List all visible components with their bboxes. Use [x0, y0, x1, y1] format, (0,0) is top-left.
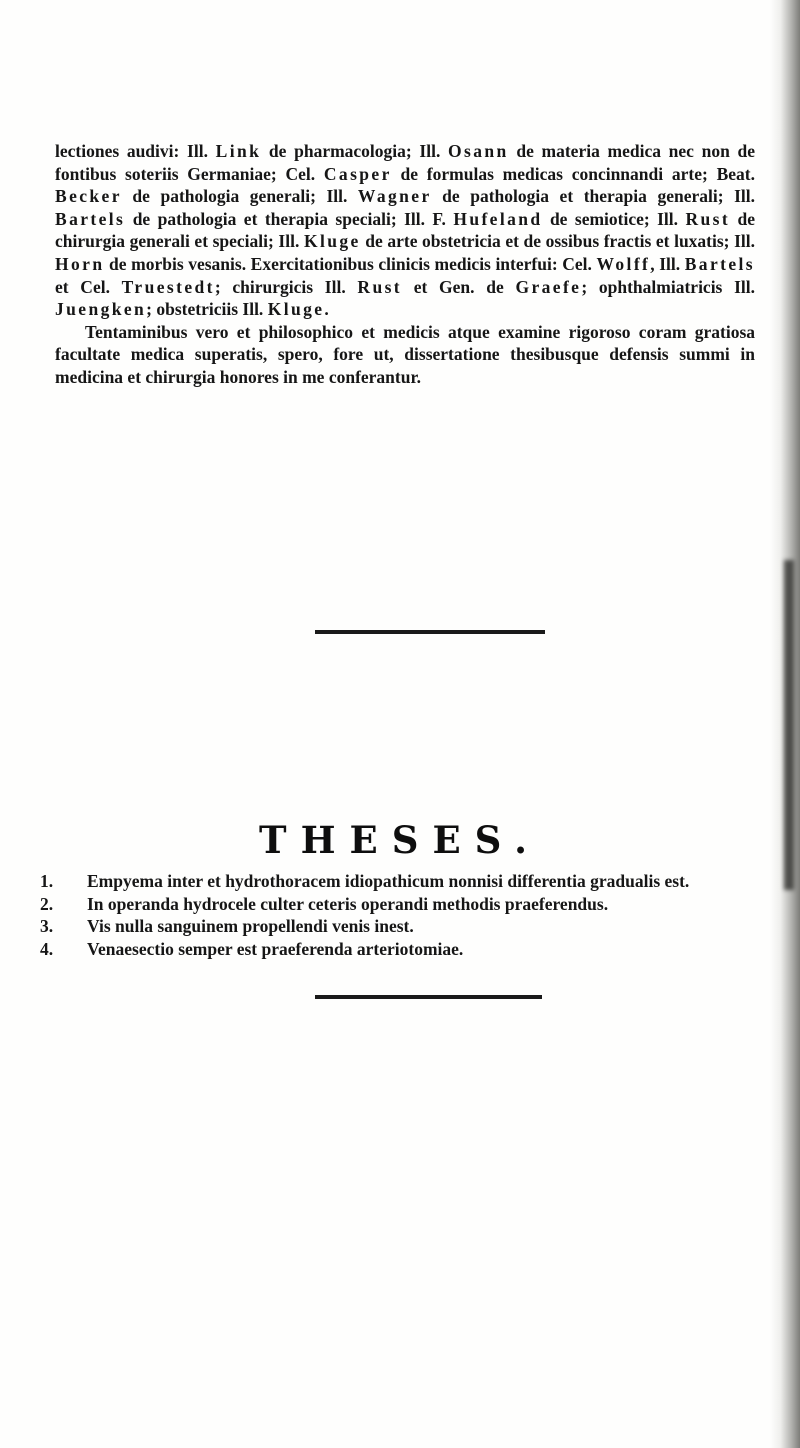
thesis-number: 3. — [40, 916, 54, 937]
thesis-text: Empyema inter et hydrothoracem idiopathicum nonnisi differentia gradualis est. — [87, 871, 690, 891]
text-run: et Cel. — [55, 276, 122, 297]
spaced-name: Casper — [323, 163, 392, 184]
body-text — [55, 140, 755, 389]
paragraph — [55, 140, 755, 321]
spaced-name: Graefe — [515, 276, 582, 297]
spaced-name: Truestedt — [121, 276, 215, 297]
spaced-name: Bartels — [55, 208, 126, 229]
text-run: de pathologia et therapia speciali; Ill. F. — [125, 208, 454, 229]
text-run: de materia medica nec non de fontibus soteriis Germaniae; Cel. — [55, 141, 755, 184]
spaced-name: Link — [215, 141, 262, 161]
text-run: de semiotice; Ill. — [542, 208, 686, 229]
top-rule — [315, 630, 545, 634]
spaced-name: Becker — [55, 186, 122, 207]
text-run: lectiones audivi: Ill. — [55, 141, 216, 161]
theses-heading: THESES. — [259, 818, 541, 862]
text-run: . — [324, 299, 329, 320]
text-run: ; chirurgicis Ill. — [214, 276, 358, 297]
paragraph — [55, 321, 755, 389]
spaced-name: Hufeland — [453, 208, 543, 229]
thesis-item — [40, 870, 760, 893]
text-run: Tentaminibus vero et philosophico et medicis atque examine rigoroso coram gratiosa facultate medica superatis, spero, fore ut, dissertatione thesibusque defensis summi in medicina et chirurgia honores in me conferantur. — [55, 321, 755, 387]
spaced-name: Rust — [357, 276, 403, 297]
thesis-number: 4. — [40, 938, 54, 959]
spaced-name: Kluge — [267, 299, 325, 320]
spaced-name: Wolff — [596, 253, 651, 274]
thesis-item — [40, 893, 760, 916]
text-run: de morbis vesanis. Exercitationibus clinicis medicis interfui: Cel. — [104, 253, 597, 274]
spaced-name: Wagner — [357, 186, 432, 207]
thesis-text: In operanda hydrocele culter ceteris operandi methodis praeferendus. — [87, 893, 609, 914]
text-run: de chirurgia generali et speciali; Ill. — [55, 208, 755, 252]
spaced-name: Osann — [448, 141, 509, 161]
text-run: de arte obstetricia et de ossibus fractis et luxatis; Ill. — [360, 231, 756, 252]
thesis-item — [40, 915, 760, 938]
text-run: de pharmacologia; Ill. — [261, 141, 449, 161]
spaced-name: Bartels — [684, 253, 755, 274]
theses-list — [40, 870, 760, 960]
text-run: de formulas medicas concinnandi arte; Beat. — [391, 163, 755, 184]
text-run: ; ophthalmiatricis Ill. — [581, 276, 755, 297]
text-run: de pathologia et therapia generali; Ill. — [431, 186, 755, 207]
text-run: ; obstetriciis Ill. — [146, 299, 268, 320]
text-run: et Gen. de — [402, 276, 516, 297]
thesis-text: Vis nulla sanguinem propellendi venis inest. — [87, 916, 414, 937]
thesis-text: Venaesectio semper est praeferenda arteriotomiae. — [87, 938, 464, 959]
thesis-number: 1. — [40, 871, 54, 891]
thesis-item — [40, 938, 760, 961]
spaced-name: Juengken — [55, 299, 147, 320]
thesis-number: 2. — [40, 893, 54, 914]
spaced-name: Rust — [685, 208, 731, 229]
spaced-name: Kluge — [303, 231, 361, 252]
spaced-name: Horn — [55, 253, 105, 274]
text-run: de pathologia generali; Ill. — [121, 186, 358, 207]
text-run: , Ill. — [650, 253, 685, 274]
bottom-rule — [315, 995, 542, 999]
